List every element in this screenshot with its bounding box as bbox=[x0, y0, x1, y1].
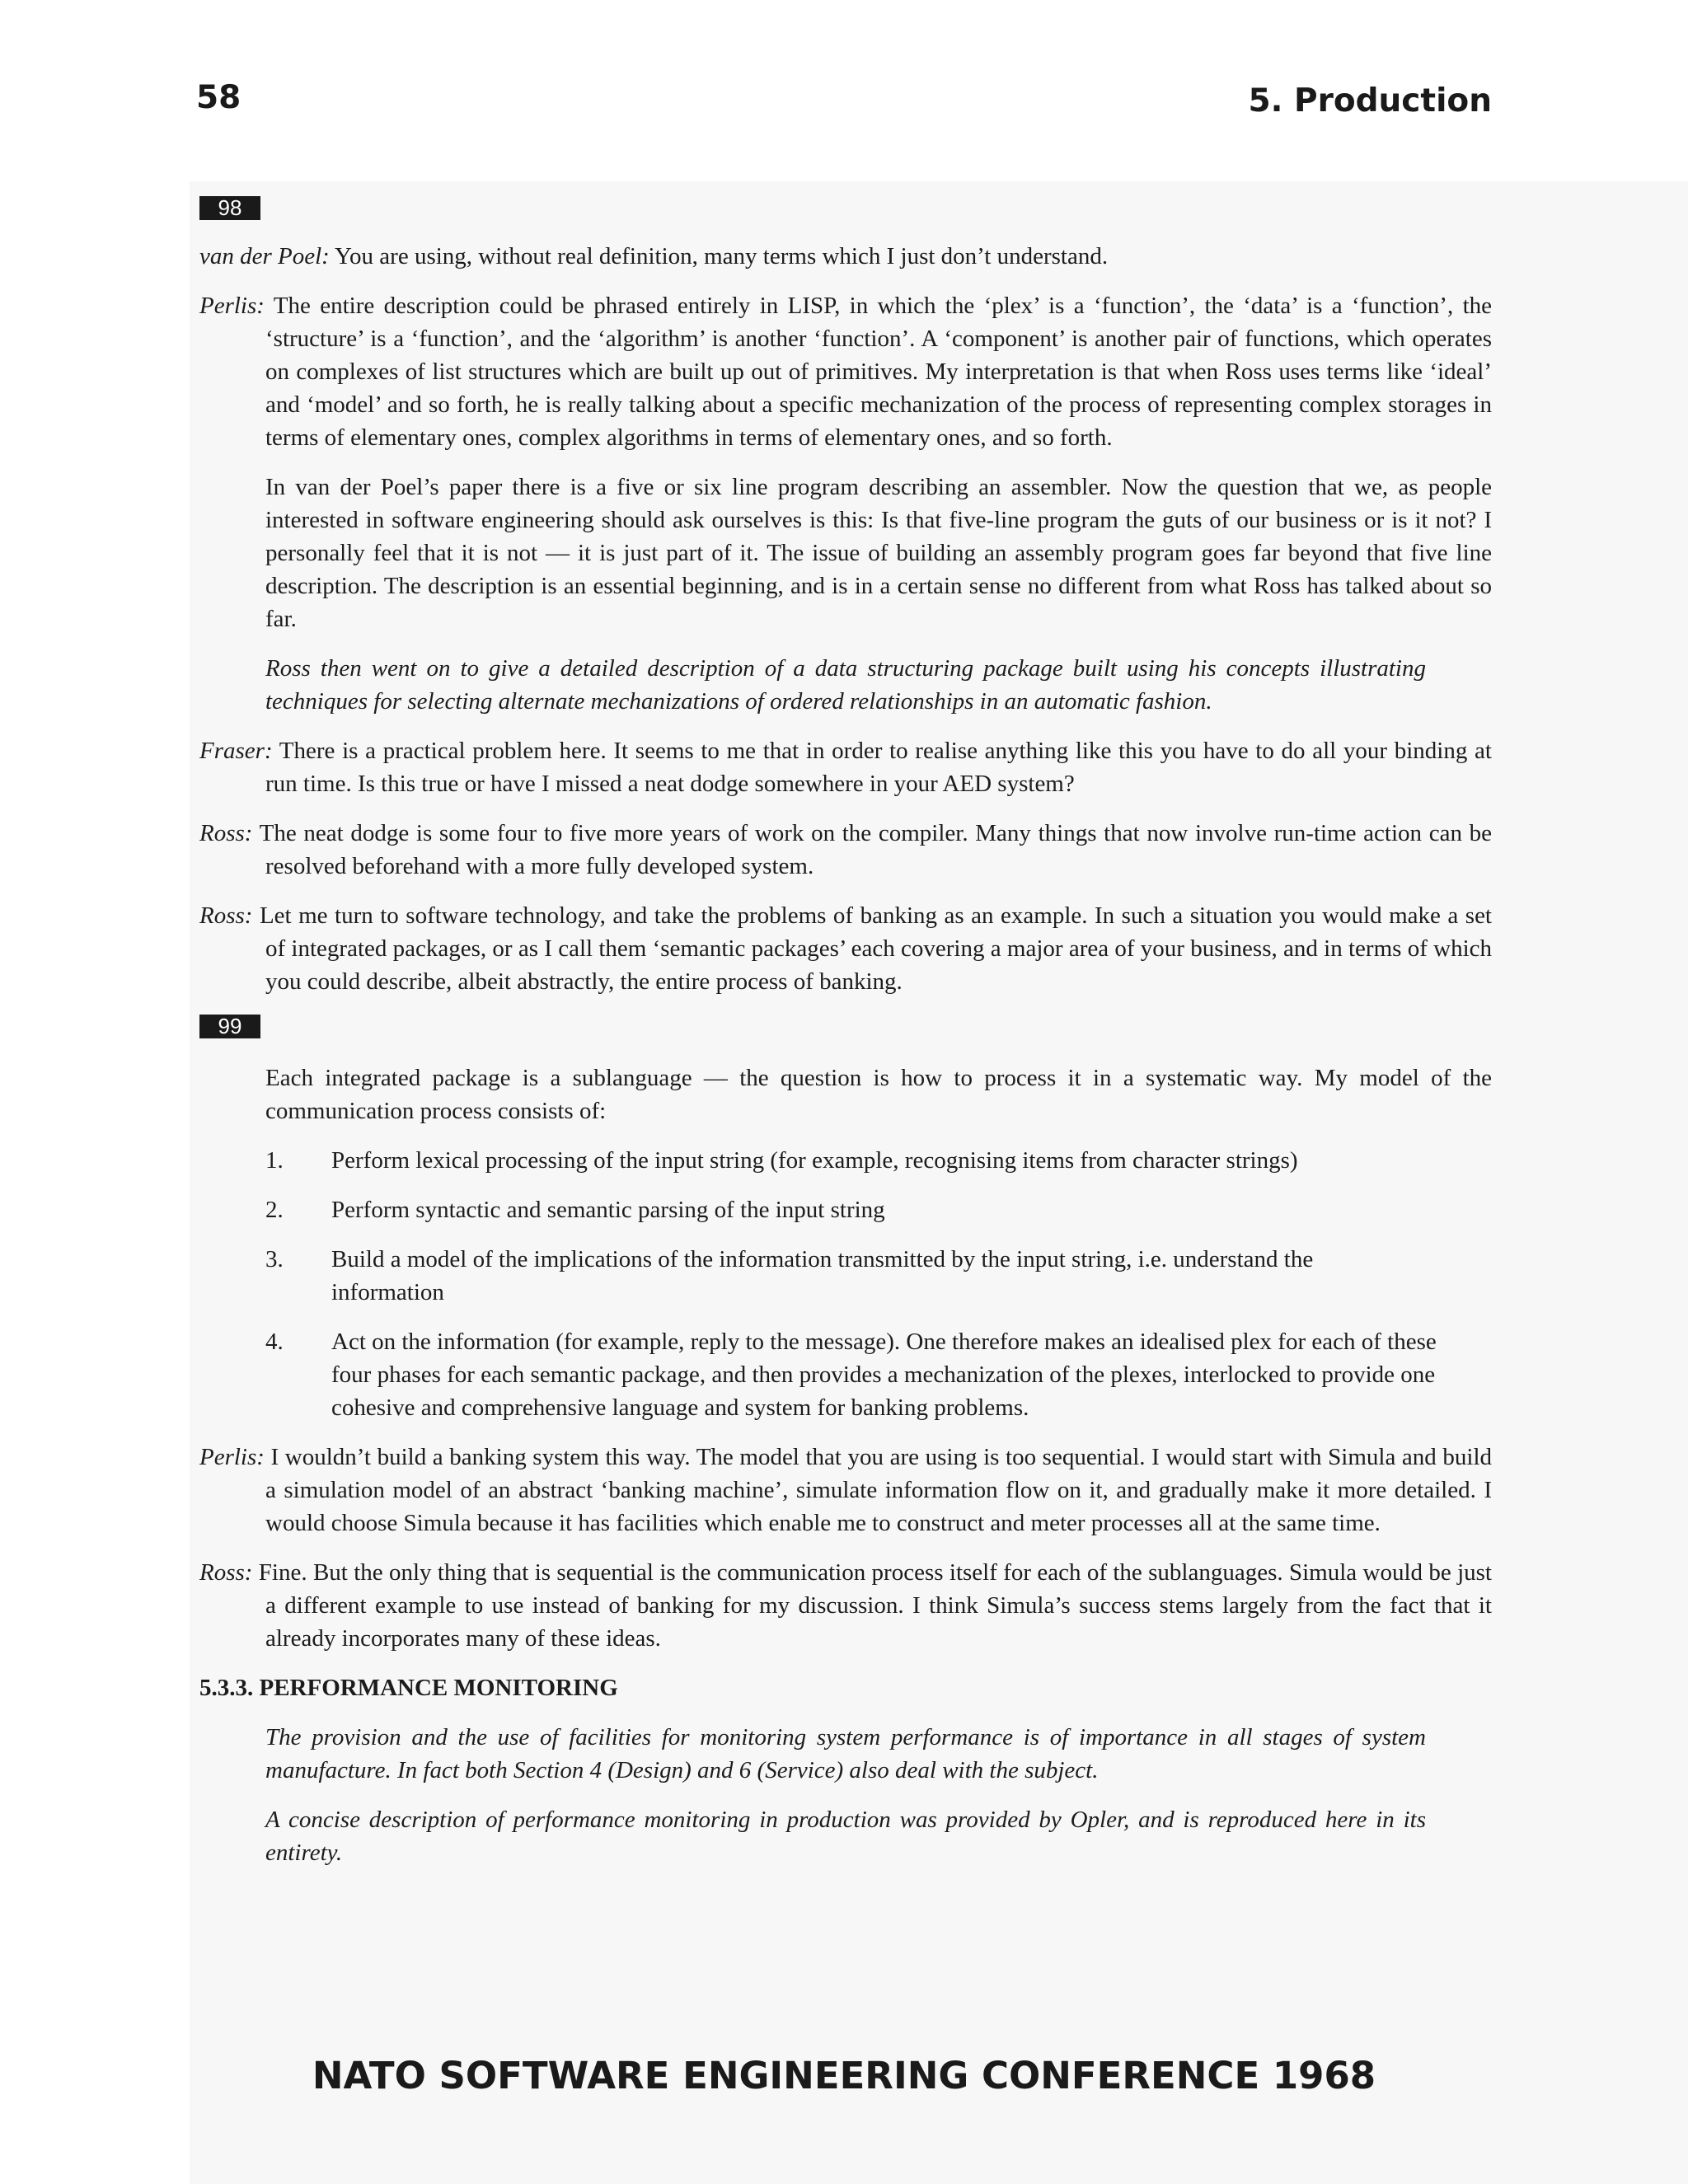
footer-title: NATO SOFTWARE ENGINEERING CONFERENCE 1968 bbox=[312, 2054, 1376, 2097]
editorial-note: A concise description of performance monitoring in production was provided by Opler, and is reproduced here in its entirety. bbox=[265, 1807, 1426, 1866]
list-number: 4. bbox=[265, 1329, 284, 1355]
speech-perlis-2 bbox=[199, 1441, 1492, 1540]
page-marker-99: 99 bbox=[199, 1015, 260, 1038]
speech-perlis-1 bbox=[199, 289, 1492, 454]
speaker-name: Perlis: bbox=[199, 293, 265, 319]
ross-continuation: Each integrated package is a sublanguage — the question is how to process it in a systematic way. My model of the communication process consists of: bbox=[265, 1065, 1492, 1124]
list-text: Perform lexical processing of the input string (for example, recognising items from character strings) bbox=[331, 1147, 1298, 1174]
perlis-continuation: In van der Poel’s paper there is a five or six line program describing an assembler. Now the question that we, as people interested in software engineering should ask ourselves is this: Is that five-line program the guts of our business or is it not? I personally feel that it is not — it is just part of it. The issue of building an assembly program goes far beyond that five line description. The description is an essential beginning, and is in a certain sense no different from what Ross has talked about so far. bbox=[265, 474, 1492, 632]
list-number: 1. bbox=[265, 1147, 284, 1174]
speaker-name: van der Poel: bbox=[199, 243, 330, 269]
list-item bbox=[265, 1243, 1492, 1309]
speech-text: You are using, without real definition, many terms which I just don’t understand. bbox=[329, 243, 1109, 269]
list-number: 3. bbox=[265, 1246, 284, 1272]
page-body bbox=[199, 196, 1492, 1886]
speech-text: Fine. But the only thing that is sequential is the communication process itself for each of the sublanguages. Simula would be just a different example to use instead of banking for my discussion. I think Simula’s success stems largely from the fact that it already incorporates many of these ideas. bbox=[252, 1559, 1492, 1652]
list-item bbox=[265, 1144, 1492, 1177]
list-text: Perform syntactic and semantic parsing of the input string bbox=[331, 1197, 885, 1223]
page-marker-98: 98 bbox=[199, 196, 260, 220]
speech-text: The neat dodge is some four to five more years of work on the compiler. Many things that now involve run-time action can be resolved beforehand with a more fully developed system. bbox=[252, 820, 1492, 879]
speaker-name: Ross: bbox=[199, 820, 253, 846]
speaker-name: Fraser: bbox=[199, 738, 273, 764]
speaker-name: Perlis: bbox=[199, 1444, 265, 1470]
list-text: Build a model of the implications of the information transmitted by the input string, i.e. understand the information bbox=[331, 1246, 1314, 1305]
list-number: 2. bbox=[265, 1197, 284, 1223]
speech-ross-1 bbox=[199, 817, 1492, 883]
speech-text: There is a practical problem here. It seems to me that in order to realise anything like this you have to do all your binding at run time. Is this true or have I missed a neat dodge somewhere in your AED system? bbox=[265, 738, 1492, 797]
list-text: Act on the information (for example, reply to the message). One therefore makes an idealised plex for each of these four phases for each semantic package, and then provides a mechanization of the plexes, interlocked to provide one cohesive and comprehensive language and system for banking problems. bbox=[331, 1329, 1437, 1421]
chapter-title: 5. Production bbox=[1248, 82, 1492, 120]
section-heading: 5.3.3. PERFORMANCE MONITORING bbox=[199, 1675, 618, 1701]
speaker-name: Ross: bbox=[199, 1559, 253, 1586]
speech-van-der-poel bbox=[199, 240, 1492, 273]
editorial-note: Ross then went on to give a detailed description of a data structuring package built using his concepts illustrating techniques for selecting alternate mechanizations of ordered relationships in an automatic fashion. bbox=[265, 655, 1426, 715]
speech-text: The entire description could be phrased entirely in LISP, in which the ‘plex’ is a ‘function’, the ‘data’ is a ‘function’, the ‘structure’ is a ‘function’, and the ‘algorithm’ is another ‘function’. A ‘component’ is another pair of functions, which operates on complexes of list structures which are built up out of primitives. My interpretation is that when Ross uses terms like ‘ideal’ and ‘model’ and so forth, he is really talking about a specific mechanization of the process of representing complex storages in terms of elementary ones, complex algorithms in terms of elementary ones, and so forth. bbox=[264, 293, 1492, 451]
speaker-name: Ross: bbox=[199, 902, 253, 929]
speech-ross-3 bbox=[199, 1556, 1492, 1655]
speech-text: I wouldn’t build a banking system this way. The model that you are using is too sequential. I would start with Simula and build a simulation model of an abstract ‘banking machine’, simulate information flow on it, and gradually make it more detailed. I would choose Simula because it has facilities which enable me to construct and meter processes all at the same time. bbox=[264, 1444, 1492, 1536]
speech-fraser bbox=[199, 734, 1492, 800]
list-item bbox=[265, 1193, 1492, 1226]
speech-text: Let me turn to software technology, and take the problems of banking as an example. In such a situation you would make a set of integrated packages, or as I call them ‘semantic packages’ each covering a major area of your business, and in terms of which you could describe, albeit abstractly, the entire process of banking. bbox=[252, 902, 1492, 995]
page-number: 58 bbox=[196, 79, 241, 116]
list-item bbox=[265, 1325, 1492, 1424]
editorial-note: The provision and the use of facilities for monitoring system performance is of importance in all stages of system manufacture. In fact both Section 4 (Design) and 6 (Service) also deal with the subject. bbox=[265, 1724, 1426, 1783]
speech-ross-2 bbox=[199, 899, 1492, 998]
